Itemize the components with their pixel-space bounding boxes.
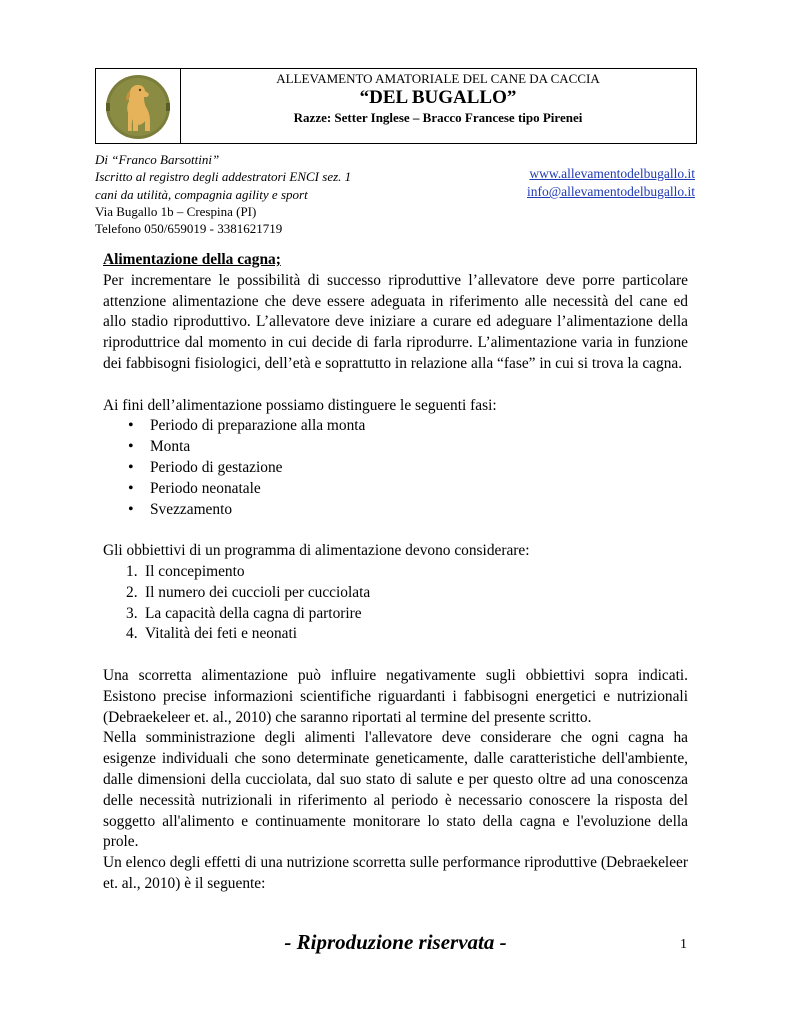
list-item: 2. Il numero dei cuccioli per cucciolata xyxy=(126,583,371,601)
website-link[interactable]: www.allevamentodelbugallo.it xyxy=(529,166,695,181)
kennel-type: ALLEVAMENTO AMATORIALE DEL CANE DA CACCIA xyxy=(276,71,600,86)
list-item: • Periodo di preparazione alla monta xyxy=(103,416,688,437)
owner-name: Di “Franco Barsottini” xyxy=(95,152,220,167)
letterhead-text xyxy=(180,69,696,126)
phases-intro: Ai fini dell’alimentazione possiamo distinguere le seguenti fasi: xyxy=(103,396,497,414)
page-number: 1 xyxy=(680,937,687,952)
kennel-name: “DEL BUGALLO” xyxy=(359,87,517,108)
footer-reserved: - Riproduzione riservata - xyxy=(284,930,507,954)
list-item: • Svezzamento xyxy=(103,500,688,521)
list-item: • Periodo di gestazione xyxy=(103,458,688,479)
dog-logo-icon xyxy=(104,73,172,141)
list-item: 3. La capacità della cagna di partorire xyxy=(126,604,362,622)
phases-list xyxy=(103,416,688,520)
paragraph-incorrect-feeding: Una scorretta alimentazione può influire negativamente sugli obbiettivi sopra indicati. Esistono precise informazioni scientifiche riguardanti i fabbisogni energetici e nutrizionali (Debraekeleer et. al., 2010) che saranno riportati al termine del presente scritto. xyxy=(103,666,688,726)
phone-line: Telefono 050/659019 - 3381621719 xyxy=(95,221,283,237)
address-line: Via Bugallo 1b – Crespina (PI) xyxy=(95,203,257,219)
list-item: • Monta xyxy=(103,437,688,458)
specialties-line: cani da utilità, compagnia agility e sport xyxy=(95,186,308,202)
breeds: Razze: Setter Inglese – Bracco Francese tipo Pirenei xyxy=(293,110,583,125)
goals-list xyxy=(103,562,688,645)
paragraph-administration: Nella somministrazione degli alimenti l'allevatore deve considerare che ogni cagna ha esigenze individuali che sono determinate geneticamente, dalle caratteristiche dell'ambiente, dalle dimensioni della cucciolata, dal suo stato di salute e per questo oltre ad una conoscenza delle necessità nutrizionali in riferimento al periodo è necessario conoscere la risposta del soggetto all'alimento e continuamente monitorare lo stato della cagna e l'evoluzione della prole. xyxy=(103,729,688,851)
registration-line: Iscritto al registro degli addestratori ENCI sez. 1 xyxy=(95,169,352,185)
letterhead-box xyxy=(95,68,697,144)
list-item: • Periodo neonatale xyxy=(103,479,688,500)
paragraph-effects: Un elenco degli effetti di una nutrizione scorretta sulle performance riproduttive (Debraekeleer et. al., 2010) è il seguente: xyxy=(103,854,688,892)
list-item: 1. Il concepimento xyxy=(126,562,245,580)
goals-intro: Gli obbiettivi di un programma di alimentazione devono considerare: xyxy=(103,542,530,560)
contact-info xyxy=(95,151,351,237)
section-title: Alimentazione della cagna; xyxy=(103,251,281,268)
paragraph-intro: Per incrementare le possibilità di successo riproduttive l’allevatore deve porre particolare attenzione alimentazione che deve essere adeguata in riferimento alle necessità del cane ed allo stadio riproduttivo. L’allevatore deve iniziare a curare ed adeguare l’alimentazione della riproduttrice dal momento in cui decide di farla riprodurre. L’alimentazione varia in funzione dei fabbisogni fisiologici, dell’età e soprattutto in relazione alla “fase” in cui si trova la cagna. xyxy=(103,271,688,372)
email-link[interactable]: info@allevamentodelbugallo.it xyxy=(526,184,695,199)
document-body xyxy=(103,250,688,895)
web-contacts xyxy=(527,165,695,201)
list-item: 4. Vitalità dei feti e neonati xyxy=(126,625,298,643)
logo-cell xyxy=(96,69,181,143)
